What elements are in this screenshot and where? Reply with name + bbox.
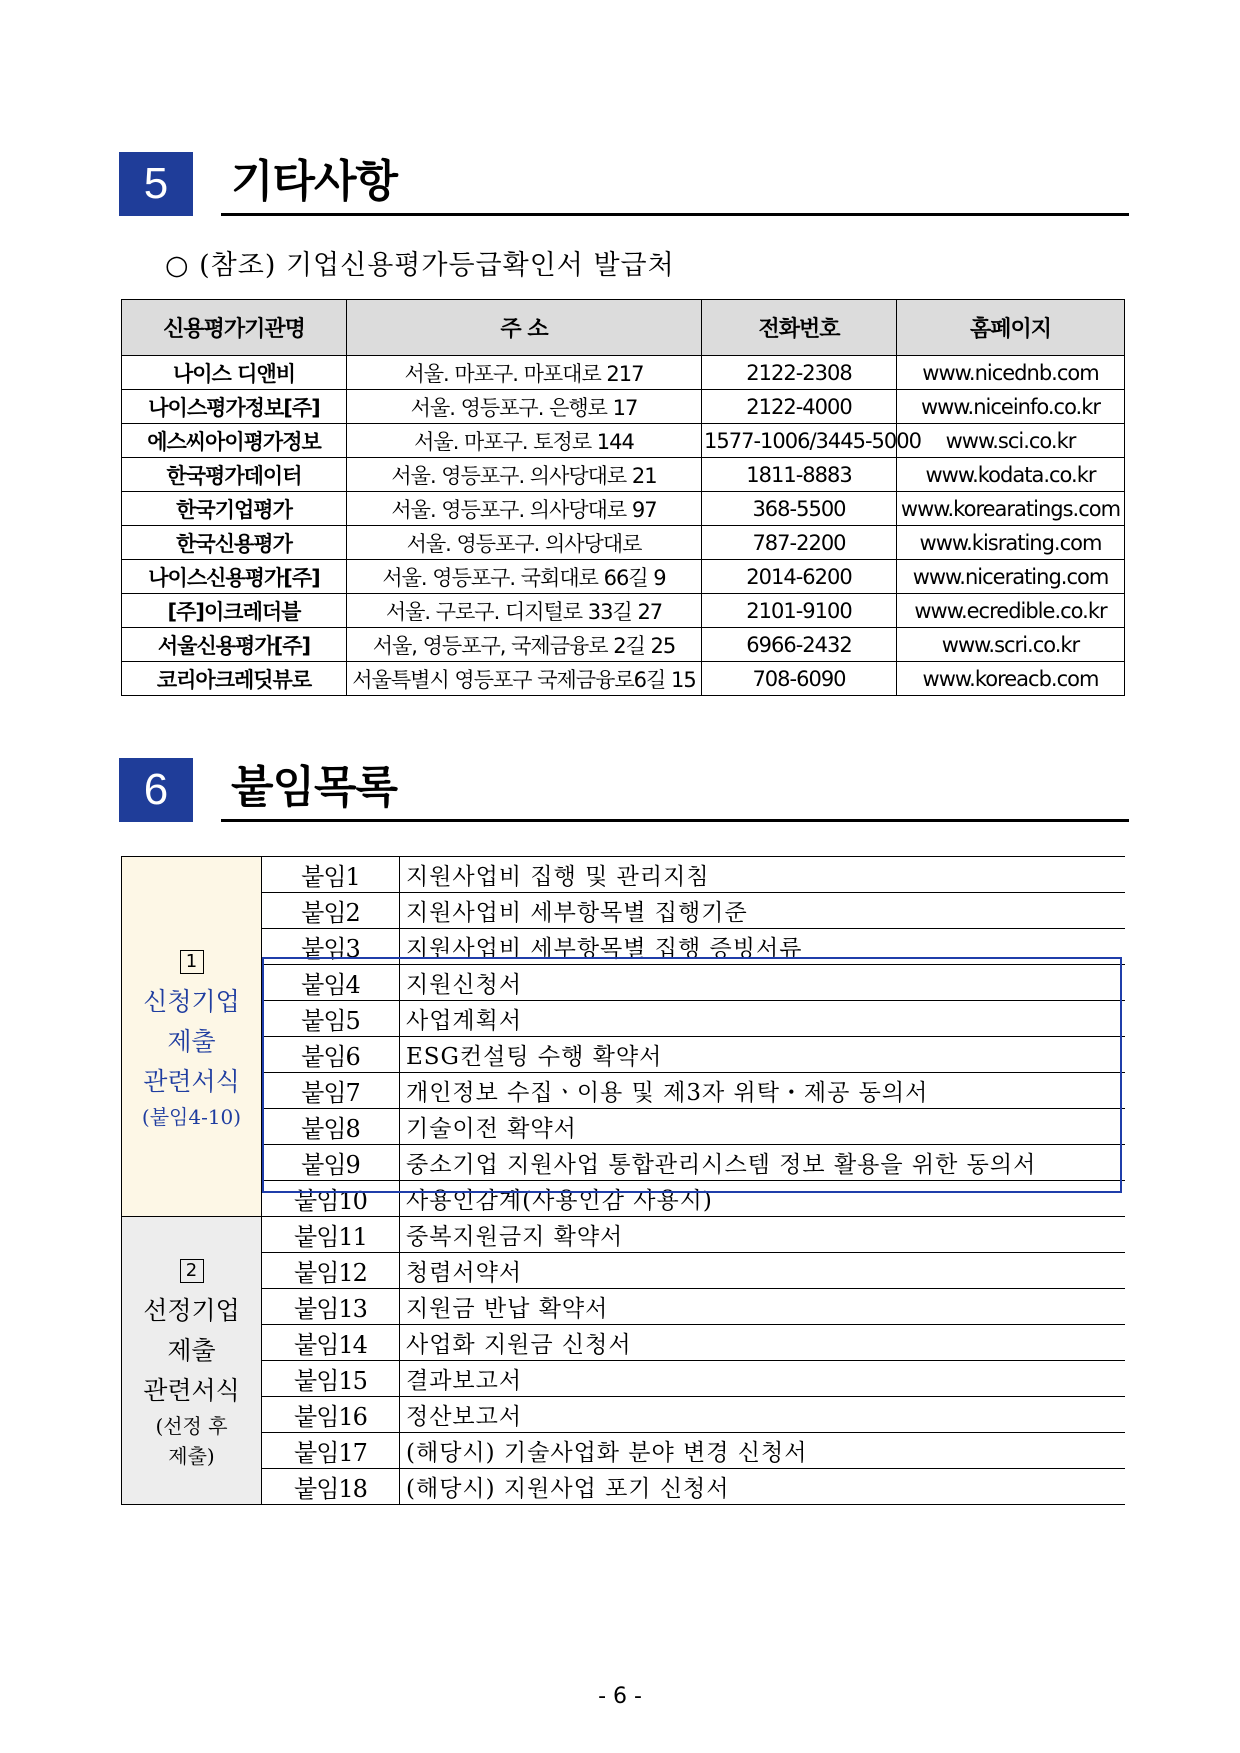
column-header: 신용평가기관명 xyxy=(122,300,347,356)
group-sub-label: 제출) xyxy=(168,1443,215,1468)
agency-name-cell: 나이스신용평가[주] xyxy=(122,560,347,594)
agency-name-cell: [주]이크레더블 xyxy=(122,594,347,628)
attachment-number-cell: 붙임4 xyxy=(262,965,400,1001)
agency-name-cell: 한국평가데이터 xyxy=(122,458,347,492)
attachment-number-cell: 붙임2 xyxy=(262,893,400,929)
attachment-title-cell: 정산보고서 xyxy=(400,1397,1125,1433)
attachment-number-cell: 붙임13 xyxy=(262,1289,400,1325)
attachment-number-cell: 붙임16 xyxy=(262,1397,400,1433)
list-item xyxy=(122,857,1125,893)
table-row xyxy=(122,356,1125,390)
attachment-number-cell: 붙임1 xyxy=(262,857,400,893)
reference-note: ○ (참조) 기업신용평가등급확인서 발급처 xyxy=(165,250,675,281)
list-item xyxy=(122,1361,1125,1397)
attachment-title-cell: 결과보고서 xyxy=(400,1361,1125,1397)
address-cell: 서울. 영등포구. 국회대로 66길 9 xyxy=(347,560,702,594)
group-number-box: 2 xyxy=(180,1259,204,1283)
attachment-number-cell: 붙임17 xyxy=(262,1433,400,1469)
homepage-cell: www.kodata.co.kr xyxy=(897,458,1125,492)
attachment-number-cell: 붙임11 xyxy=(262,1217,400,1253)
section-5-header xyxy=(119,152,1129,216)
agency-name-cell: 한국기업평가 xyxy=(122,492,347,526)
agency-name-cell: 나이스평가정보[주] xyxy=(122,390,347,424)
page-number: - 6 - xyxy=(598,1684,642,1709)
table-row xyxy=(122,526,1125,560)
phone-cell: 2101-9100 xyxy=(702,594,897,628)
homepage-cell: www.koreacb.com xyxy=(897,662,1125,696)
group-label-line: 제출 xyxy=(167,1335,216,1365)
table-row xyxy=(122,560,1125,594)
address-cell: 서울, 영등포구, 국제금융로 2길 25 xyxy=(347,628,702,662)
group-label-line: 제출 xyxy=(167,1026,216,1056)
group-label-line: 관련서식 xyxy=(143,1066,240,1096)
attachment-title-cell: 기술이전 확약서 xyxy=(400,1109,1125,1145)
section-underline xyxy=(221,819,1129,822)
table-row xyxy=(122,424,1125,458)
group-label-line: 신청기업 xyxy=(143,986,240,1016)
attachment-title-cell: 사업계획서 xyxy=(400,1001,1125,1037)
group-label-cell xyxy=(122,857,262,1217)
phone-cell: 6966-2432 xyxy=(702,628,897,662)
group-number-box: 1 xyxy=(180,950,204,974)
homepage-cell: www.niceinfo.co.kr xyxy=(897,390,1125,424)
phone-cell: 2122-2308 xyxy=(702,356,897,390)
address-cell: 서울. 영등포구. 의사당대로 97 xyxy=(347,492,702,526)
table-row xyxy=(122,594,1125,628)
table-row xyxy=(122,492,1125,526)
agency-name-cell: 서울신용평가[주] xyxy=(122,628,347,662)
credit-agency-table xyxy=(121,299,1125,696)
table-header-row xyxy=(122,300,1125,356)
attachment-number-cell: 붙임18 xyxy=(262,1469,400,1505)
attachment-number-cell: 붙임3 xyxy=(262,929,400,965)
homepage-cell: www.ecredible.co.kr xyxy=(897,594,1125,628)
address-cell: 서울. 마포구. 토정로 144 xyxy=(347,424,702,458)
list-item xyxy=(122,1397,1125,1433)
phone-cell: 1811-8883 xyxy=(702,458,897,492)
section-underline xyxy=(221,213,1129,216)
section-number: 6 xyxy=(119,758,193,822)
attachment-title-cell: 중복지원금지 확약서 xyxy=(400,1217,1125,1253)
table-row xyxy=(122,662,1125,696)
attachment-number-cell: 붙임6 xyxy=(262,1037,400,1073)
list-item xyxy=(122,1325,1125,1361)
list-item xyxy=(122,1469,1125,1505)
homepage-cell: www.sci.co.kr xyxy=(897,424,1125,458)
table-row xyxy=(122,458,1125,492)
attachment-title-cell: (해당시) 기술사업화 분야 변경 신청서 xyxy=(400,1433,1125,1469)
phone-cell: 2014-6200 xyxy=(702,560,897,594)
attachment-number-cell: 붙임12 xyxy=(262,1253,400,1289)
address-cell: 서울. 영등포구. 은행로 17 xyxy=(347,390,702,424)
attachment-title-cell: (해당시) 지원사업 포기 신청서 xyxy=(400,1469,1125,1505)
address-cell: 서울. 구로구. 디지털로 33길 27 xyxy=(347,594,702,628)
group-sub-label: (붙임4-10) xyxy=(141,1104,242,1129)
agency-name-cell: 코리아크레딧뷰로 xyxy=(122,662,347,696)
section-title: 기타사항 xyxy=(231,156,398,207)
list-item xyxy=(122,1289,1125,1325)
homepage-cell: www.nicednb.com xyxy=(897,356,1125,390)
homepage-cell: www.kisrating.com xyxy=(897,526,1125,560)
homepage-cell: www.scri.co.kr xyxy=(897,628,1125,662)
attachment-title-cell: 개인정보 수집ㆍ이용 및 제3자 위탁・제공 동의서 xyxy=(400,1073,1125,1109)
attachment-number-cell: 붙임15 xyxy=(262,1361,400,1397)
address-cell: 서울특별시 영등포구 국제금융로6길 15 xyxy=(347,662,702,696)
attachment-title-cell: 지원사업비 집행 및 관리지침 xyxy=(400,857,1125,893)
list-item xyxy=(122,1217,1125,1253)
attachment-number-cell: 붙임8 xyxy=(262,1109,400,1145)
attachment-number-cell: 붙임9 xyxy=(262,1145,400,1181)
attachment-title-cell: 중소기업 지원사업 통합관리시스템 정보 활용을 위한 동의서 xyxy=(400,1145,1125,1181)
group-sub-label: (선정 후 xyxy=(155,1413,228,1438)
attachment-title-cell: 지원사업비 세부항목별 집행 증빙서류 xyxy=(400,929,1125,965)
phone-cell: 708-6090 xyxy=(702,662,897,696)
phone-cell: 2122-4000 xyxy=(702,390,897,424)
list-item xyxy=(122,1253,1125,1289)
attachment-title-cell: 지원금 반납 확약서 xyxy=(400,1289,1125,1325)
group-label-line: 선정기업 xyxy=(143,1295,240,1325)
agency-name-cell: 나이스 디앤비 xyxy=(122,356,347,390)
phone-cell: 1577-1006/3445-5000 xyxy=(702,424,897,458)
list-item xyxy=(122,893,1125,929)
table-row xyxy=(122,390,1125,424)
highlight-box xyxy=(262,957,1122,1193)
attachment-number-cell: 붙임7 xyxy=(262,1073,400,1109)
table-row xyxy=(122,628,1125,662)
phone-cell: 368-5500 xyxy=(702,492,897,526)
phone-cell: 787-2200 xyxy=(702,526,897,560)
address-cell: 서울. 영등포구. 의사당대로 21 xyxy=(347,458,702,492)
column-header: 전화번호 xyxy=(702,300,897,356)
address-cell: 서울. 영등포구. 의사당대로 xyxy=(347,526,702,560)
attachment-title-cell: 지원신청서 xyxy=(400,965,1125,1001)
list-item xyxy=(122,1433,1125,1469)
group-label-cell xyxy=(122,1217,262,1505)
group-label-line: 관련서식 xyxy=(143,1375,240,1405)
column-header: 홈페이지 xyxy=(897,300,1125,356)
section-6-header xyxy=(119,758,1129,822)
attachment-title-cell: 지원사업비 세부항목별 집행기준 xyxy=(400,893,1125,929)
attachment-number-cell: 붙임5 xyxy=(262,1001,400,1037)
agency-name-cell: 에스씨아이평가정보 xyxy=(122,424,347,458)
agency-name-cell: 한국신용평가 xyxy=(122,526,347,560)
section-number: 5 xyxy=(119,152,193,216)
homepage-cell: www.korearatings.com xyxy=(897,492,1125,526)
attachment-number-cell: 붙임14 xyxy=(262,1325,400,1361)
attachment-title-cell: 청렴서약서 xyxy=(400,1253,1125,1289)
address-cell: 서울. 마포구. 마포대로 217 xyxy=(347,356,702,390)
attachment-title-cell: 사업화 지원금 신청서 xyxy=(400,1325,1125,1361)
homepage-cell: www.nicerating.com xyxy=(897,560,1125,594)
column-header: 주 소 xyxy=(347,300,702,356)
attachment-title-cell: 사용인감계(사용인감 사용시) xyxy=(400,1181,1125,1217)
section-title: 붙임목록 xyxy=(231,762,398,813)
attachment-title-cell: ESG컨설팅 수행 확약서 xyxy=(400,1037,1125,1073)
attachment-number-cell: 붙임10 xyxy=(262,1181,400,1217)
